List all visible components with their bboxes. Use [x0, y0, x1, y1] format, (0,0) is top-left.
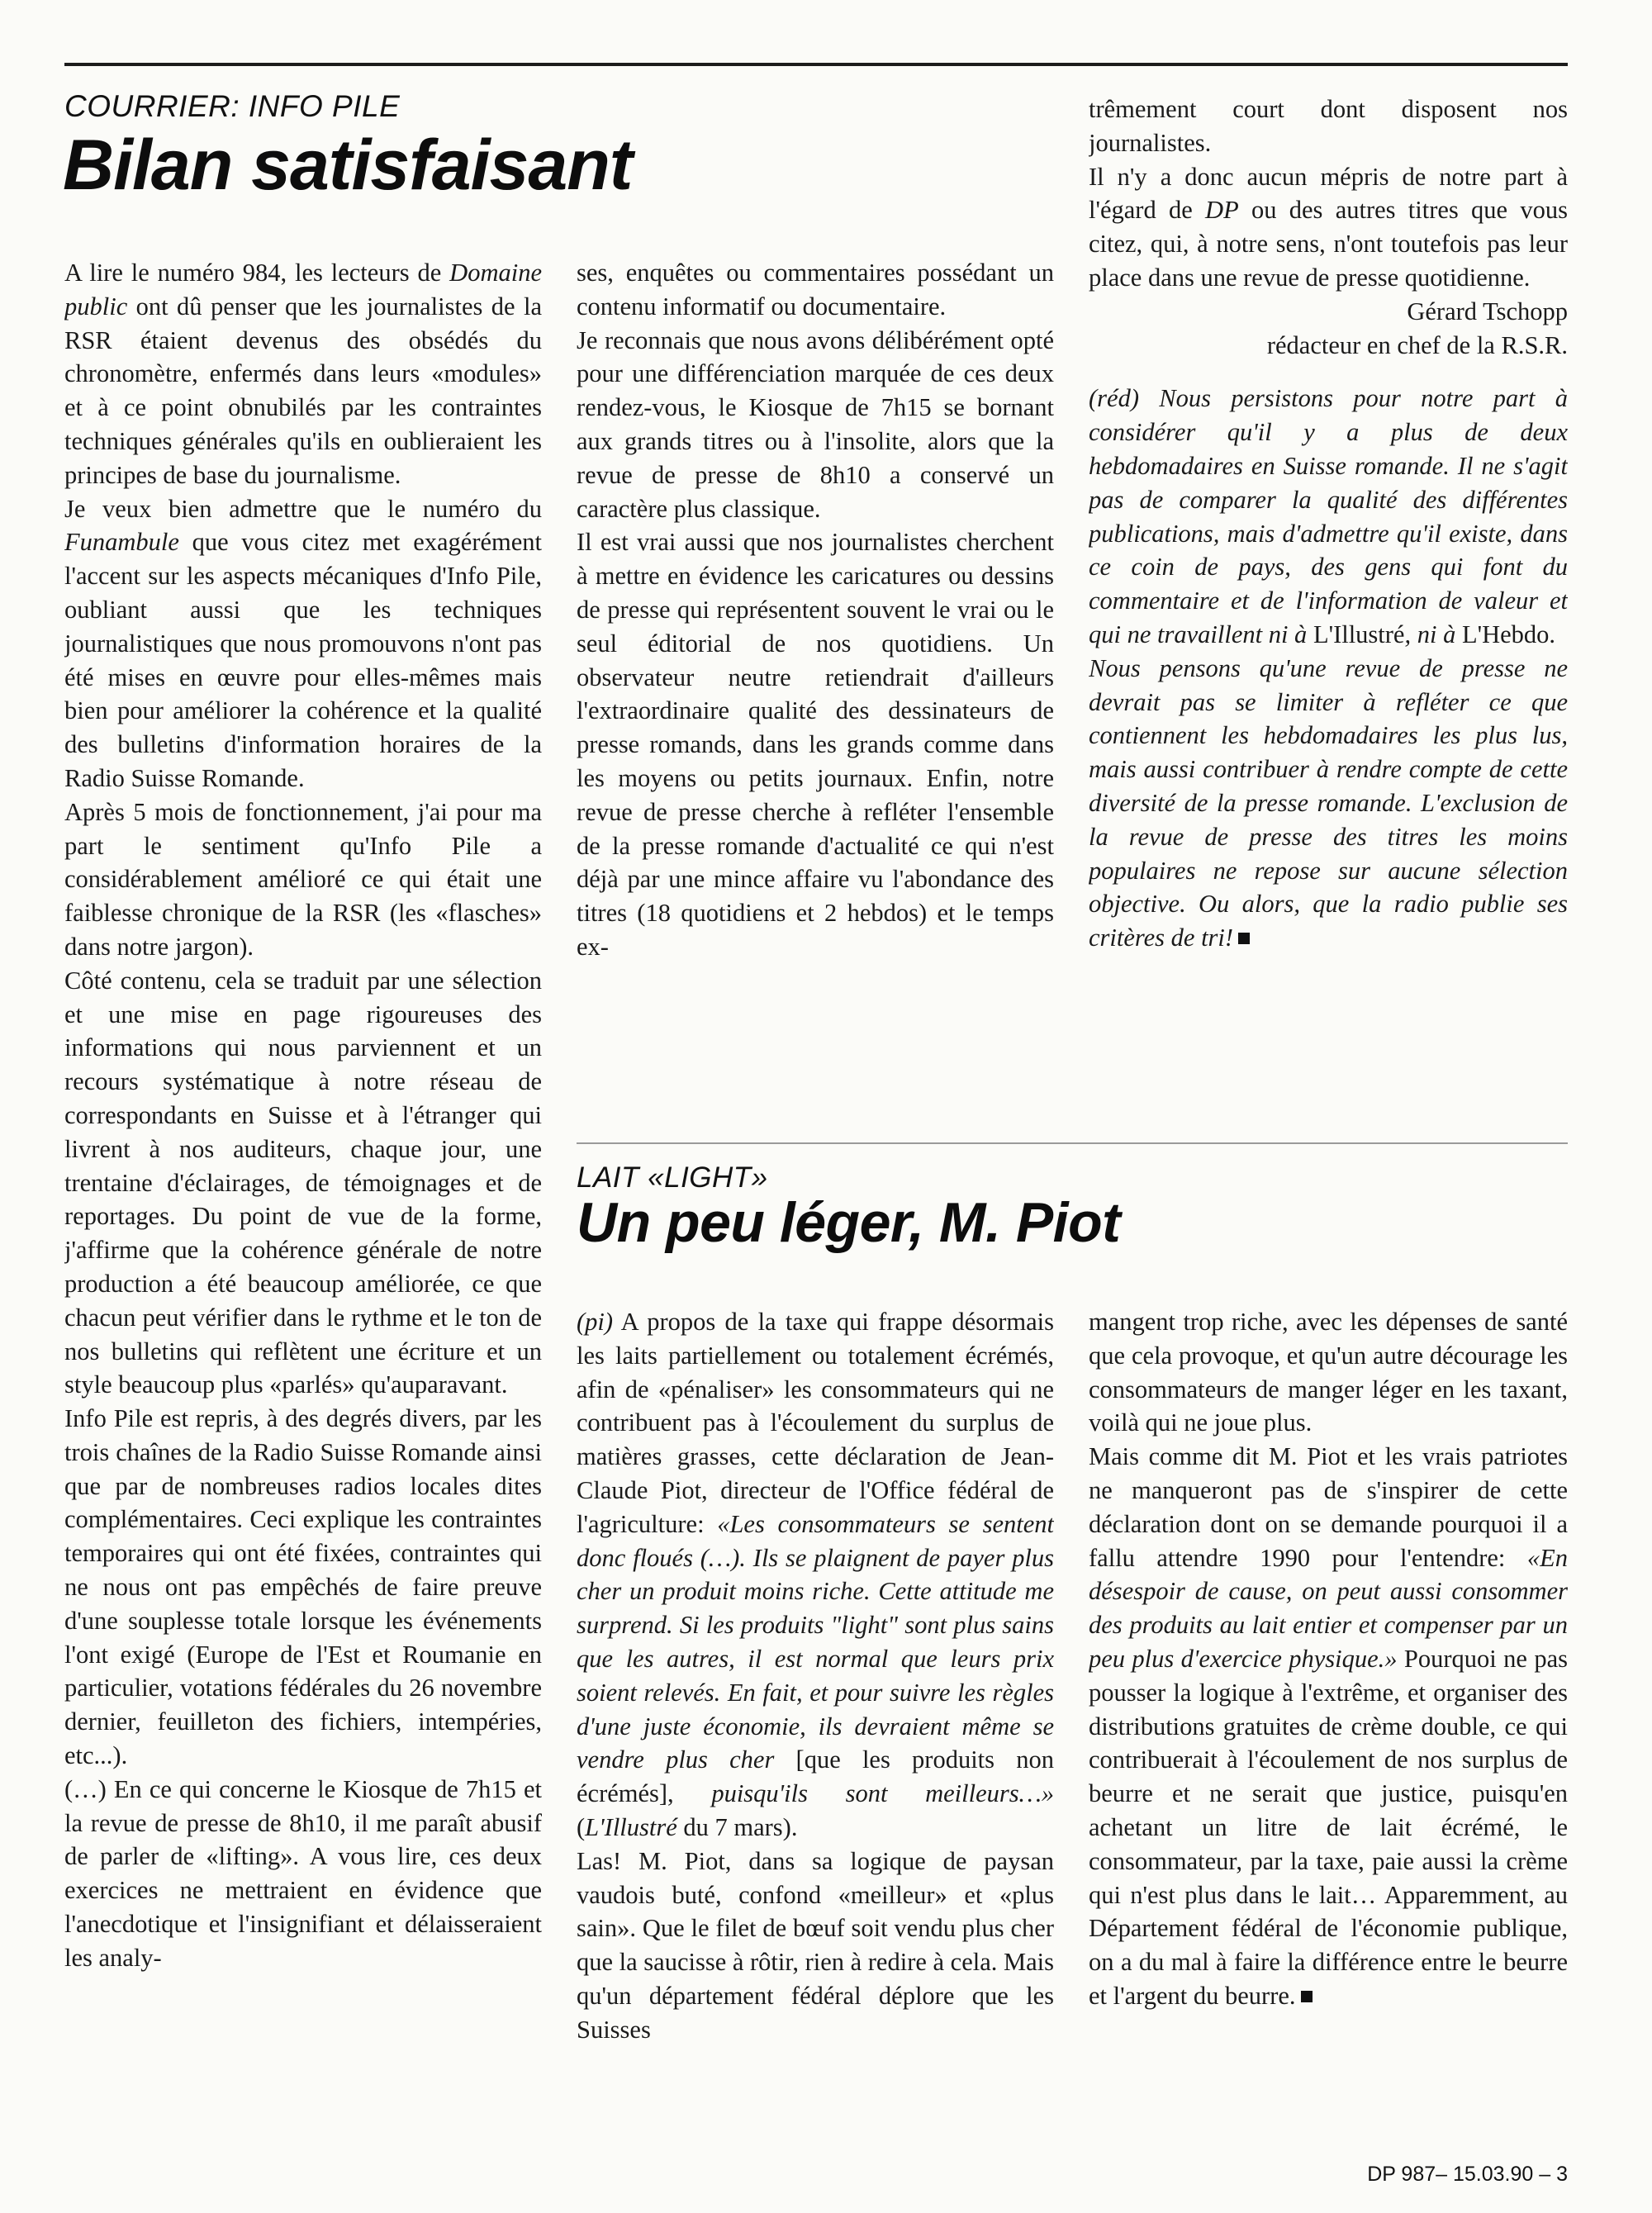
- article1-column-3-text: [1089, 93, 1568, 295]
- italic-text: , ni à: [1404, 620, 1462, 648]
- article1-kicker: COURRIER: INFO PILE: [64, 89, 401, 123]
- paragraph: A lire le numéro 984, les lecteurs de Domaine public ont dû penser que les journalistes de la RSR étaient devenus des obsédés du chronomètre, enfermés dans leurs «modules» et à ce point obnubilés par les contraintes techniques générales qu'ils en oublieraient les principes de base du journalisme.: [64, 259, 542, 489]
- paragraph: Info Pile est repris, à des degrés divers, par les trois chaînes de la Radio Suisse Romande ainsi que par de nombreuses radios locales dites complémentaires. Ceci explique les contraintes temporaires qui ont été fixées, contraintes qui ne nous ont pas empêchés de faire preuve d'une souplesse totale lorsque les événements l'ont exigé (Europe de l'Est et Roumanie en particulier, votations fédérales du 26 novembre dernier, feuilleton des fichiers, intempéries, etc...).: [64, 1404, 542, 1770]
- article2-column-2: [1089, 1305, 1568, 2139]
- italic-text: «En désespoir de cause, on peut aussi consommer des produits au lait entier et compenser par un peu plus d'exercice physique.»: [1089, 1543, 1568, 1673]
- italic-text: Nous pensons qu'une revue de presse ne devrait pas se limiter à refléter ce que contiennent les hebdomadaires les plus lus, mais aussi contribuer à rendre compte de cette diversité de la presse romande. L'exclusion de la revue de presse des titres les moins populaires ne repose sur aucune sélection objective. Ou alors, que la radio publie ses critères de tri!: [1089, 653, 1568, 952]
- paragraph: [1089, 652, 1568, 955]
- end-of-article-mark: [1301, 1991, 1313, 2002]
- paragraph: (…) En ce qui concerne le Kiosque de 7h15 et la revue de presse de 8h10, il me paraît abusif de parler de «lifting». A vous lire, ces deux exercices ne mettraient en évidence que l'anecdotique et l'insignifiant et délaisseraient les analy-: [64, 1774, 542, 1972]
- paragraph: trêmement court dont disposent nos journalistes.: [1089, 95, 1568, 157]
- paragraph: Mais comme dit M. Piot et les vrais patriotes ne manqueront pas de s'inspirer de cette déclaration dont on se demande pourquoi il a fallu attendre 1990 pour l'entendre: «En désespoir de cause, on peut aussi consommer des produits au lait entier et compenser par un peu plus d'exercice physique.» Pourquoi ne pas pousser la logique à l'extrême, et organiser des distributions gratuites de crème double, ce qui contribuerait à l'écoulement de nos surplus de beurre et ne serait que justice, puisqu'en achetant un litre de lait écrémé, le consommateur, par la taxe, paie aussi la crème qui n'est plus dans le lait… Apparemment, au Département fédéral de l'économie publique, on a du mal à faire la différence entre le beurre et l'argent du beurre.: [1089, 1442, 1568, 2010]
- top-rule: [64, 63, 1568, 66]
- paragraph: Il est vrai aussi que nos journalistes cherchent à mettre en évidence les caricatures ou dessins de presse qui représentent souvent le vrai ou le seul éditorial de nos quotidiens. Un observateur neutre retiendrait d'ailleurs l'extraordinaire qualité des dessinateurs de presse romands, dans les grands comme dans les moyens ou petits journaux. Enfin, notre revue de presse cherche à refléter l'ensemble de la presse romande d'actualité ce qui n'est déjà par une mince affaire vu l'abondance des titres (18 quotidiens et 2 hebdos) et le temps ex-: [577, 528, 1054, 961]
- italic-text: puisqu'ils sont meilleurs…»: [711, 1779, 1054, 1808]
- italic-text: (réd) Nous persistons pour notre part à considérer qu'il y a plus de deux hebdomadaires en Suisse romande. Il ne s'agit pas de comparer la qualité des différentes publications, mais d'admettre qu'il existe, dans ce coin de pays, des gens qui font du commentaire et de l'information de valeur et qui ne travaillent ni à: [1089, 384, 1568, 648]
- article1-title: Bilan satisfaisant: [63, 126, 633, 205]
- article1-column-1: [64, 256, 542, 2047]
- paragraph: mangent trop riche, avec les dépenses de santé que cela provoque, et qu'un autre décourage les consommateurs de manger léger en les taxant, voilà qui ne joue plus.: [1089, 1308, 1568, 1437]
- italic-text: Domaine public: [64, 259, 542, 321]
- section-divider: [577, 1142, 1568, 1144]
- paragraph: (pi) A propos de la taxe qui frappe désormais les laits partiellement ou totalement écrémés, afin de «pénaliser» les consommateurs qui ne contribuent pas à l'écoulement du surplus de matières grasses, cette déclaration de Jean-Claude Piot, directeur de l'Office fédéral de l'agriculture: «Les consommateurs se sentent donc floués (…). Ils se plaignent de payer plus cher un produit moins riche. Cette attitude me surprend. Si les produits "light" sont plus sains que les autres, il est normal que leurs prix soient relevés. En fait, et pour suivre les règles d'une juste économie, ils devraient même se vendre plus cher [que les produits non écrémés], puisqu'ils sont meilleurs…» (L'Illustré du 7 mars).: [577, 1308, 1054, 1841]
- paragraph: ses, enquêtes ou commentaires possédant un contenu informatif ou documentaire.: [577, 259, 1054, 321]
- italic-text: (pi): [577, 1308, 614, 1336]
- italic-text: DP: [1205, 196, 1239, 225]
- italic-text: L'Illustré: [585, 1812, 677, 1841]
- signature-role: rédacteur en chef de la R.S.R.: [1266, 330, 1568, 359]
- article2-kicker: LAIT «LIGHT»: [577, 1161, 768, 1194]
- paragraph: Las! M. Piot, dans sa logique de paysan vaudois buté, confond «meilleur» et «plus sain». Que le filet de bœuf soit vendu plus cher que la saucisse à rôtir, rien à redire à cela. Mais qu'un département fédéral déplore que les Suisses: [577, 1846, 1054, 2044]
- article1-column-3: [1089, 93, 1568, 955]
- article2-column-1: [577, 1305, 1054, 2139]
- paragraph: Il n'y a donc aucun mépris de notre part à l'égard de DP ou des autres titres que vous citez, qui, à notre sens, n'ont toutefois pas leur place dans une revue de presse quotidienne.: [1089, 162, 1568, 292]
- italic-text: «Les consommateurs se sentent donc floués (…). Ils se plaignent de payer plus cher un produit moins riche. Cette attitude me surprend. Si les produits "light" sont plus sains que les autres, il est normal que leurs prix soient relevés. En fait, et pour suivre les règles d'une juste économie, ils devraient même se vendre plus cher: [577, 1509, 1054, 1774]
- paragraph: Je reconnais que nous avons délibérément opté pour une différenciation marquée de ces deux rendez-vous, le Kiosque de 7h15 se bornant aux grands titres ou à l'insolite, alors que la revue de presse de 8h10 a conservé un caractère plus classique.: [577, 325, 1054, 523]
- article2-title: Un peu léger, M. Piot: [577, 1191, 1121, 1254]
- paragraph: Je veux bien admettre que le numéro du Funambule que vous citez met exagérément l'accent sur les aspects mécaniques d'Info Pile, oubliant aussi que les techniques journalistiques que nous promouvons n'ont pas été mises en œuvre pour elles-mêmes mais bien pour améliorer la cohérence et la qualité des bulletins d'information horaires de la Radio Suisse Romande.: [64, 494, 542, 792]
- italic-text: Funambule: [64, 528, 179, 557]
- paragraph: Côté contenu, cela se traduit par une sélection et une mise en page rigoureuses des informations qui nous parviennent et un recours systématique à notre réseau de correspondants en Suisse et à l'étranger qui livrent à nos auditeurs, chaque jour, une trentaine d'éclairages, de témoignages et de reportages. Du point de vue de la forme, j'affirme que la cohérence générale de notre production a été beaucoup améliorée, ce que chacun peut vérifier dans le rythme et le ton de nos bulletins qui reflètent une écriture et un style beaucoup plus «parlés» qu'auparavant.: [64, 966, 542, 1399]
- paragraph: (réd) Nous persistons pour notre part à considérer qu'il y a plus de deux hebdomadaires en Suisse romande. Il ne s'agit pas de comparer la qualité des différentes publications, mais d'admettre qu'il existe, dans ce coin de pays, des gens qui font du commentaire et de l'information de valeur et qui ne travaillent ni à L'Illustré, ni à L'Hebdo.: [1089, 384, 1568, 648]
- signature-name: Gérard Tschopp: [1407, 297, 1568, 325]
- editorial-reply: [1089, 382, 1568, 955]
- article1-column-2: [577, 256, 1054, 1099]
- end-of-article-mark: [1238, 933, 1250, 944]
- paragraph: Après 5 mois de fonctionnement, j'ai pour ma part le sentiment qu'Info Pile a considérablement amélioré ce qui était une faiblesse chronique de la RSR (les «flasches» dans notre jargon).: [64, 797, 542, 961]
- page-folio: DP 987– 15.03.90 – 3: [1367, 2163, 1568, 2186]
